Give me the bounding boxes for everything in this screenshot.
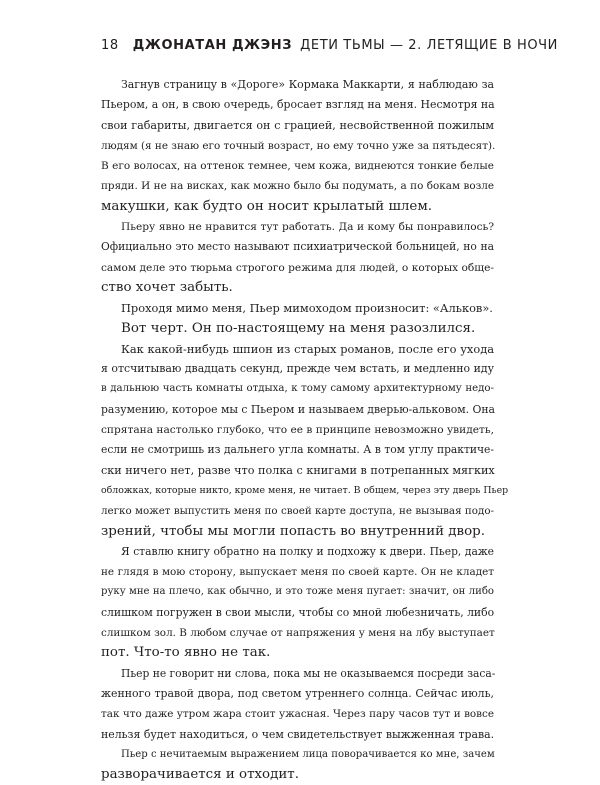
text-line: если не смотришь из дальнего угла комнаты. А в том углу практиче- bbox=[101, 443, 494, 457]
text-line: слишком зол. В любом случае от напряжения у меня на лбу выступает bbox=[101, 627, 495, 640]
text-line: женного травой двора, под светом утреннего солнца. Сейчас июль, bbox=[101, 686, 494, 700]
text-line: нельзя будет находиться, о чем свидетельствует выжженная трава. bbox=[101, 727, 495, 741]
text-line: Как какой-нибудь шпион из старых романов, после его ухода bbox=[121, 341, 494, 356]
text-line: разворачивается и отходит. bbox=[101, 767, 299, 783]
text-line: Пьером, а он, в свою очередь, бросает взгляд на меня. Несмотря на bbox=[101, 98, 495, 112]
text-line: самом деле это тюрьма строгого режима для людей, о которых обще- bbox=[101, 261, 494, 274]
text-line: Пьер с нечитаемым выражением лица поворачивается ко мне, зачем bbox=[121, 748, 495, 760]
text-line: Официально это место называют психиатрической больницей, но на bbox=[101, 240, 494, 254]
page-number: 18 bbox=[101, 38, 119, 53]
author-name: ДЖОНАТАН ДЖЭНЗ bbox=[132, 38, 293, 53]
text-line: в дальнюю часть комнаты отдыха, к тому самому архитектурному недо- bbox=[101, 383, 494, 395]
text-line: Пьеру явно не нравится тут работать. Да и кому бы понравилось? bbox=[121, 221, 494, 234]
text-line: В его волосах, на оттенок темнее, чем кожа, виднеются тонкие белые bbox=[101, 160, 494, 173]
text-line: ство хочет забыть. bbox=[101, 279, 233, 295]
text-line: слишком погружен в свои мысли, чтобы со мной любезничать, либо bbox=[101, 605, 495, 619]
text-line: Загнув страницу в «Дороге» Кормака Маккарти, я наблюдаю за bbox=[121, 78, 494, 91]
text-line: легко может выпустить меня по своей карте доступа, не вызывая подо- bbox=[101, 505, 494, 518]
text-line: пряди. И не на висках, как можно было бы подумать, а по бокам возле bbox=[101, 180, 494, 193]
text-line: макушки, как будто он носит крылатый шлем. bbox=[101, 198, 432, 214]
book-title: ДЕТИ ТЬМЫ — 2. ЛЕТЯЩИЕ В НОЧИ bbox=[300, 38, 558, 53]
text-line: разумению, которое мы с Пьером и называем дверью-альковом. Она bbox=[101, 402, 495, 416]
text-line: я отсчитываю двадцать секунд, прежде чем встать, и медленно иду bbox=[101, 362, 494, 376]
text-line: Пьер не говорит ни слова, пока мы не оказываемся посреди заса- bbox=[121, 666, 496, 680]
text-line: Проходя мимо меня, Пьер мимоходом произносит: «Альков». bbox=[121, 301, 493, 316]
text-line: зрений, чтобы мы могли попасть во внутренний двор. bbox=[101, 523, 485, 539]
text-line: Вот черт. Он по-настоящему на меня разозлился. bbox=[121, 320, 476, 336]
text-line: спрятана настолько глубоко, что ее в принципе невозможно увидеть, bbox=[101, 424, 494, 437]
text-line: свои габариты, двигается он с грацией, несвойственной пожилым bbox=[101, 118, 494, 132]
running-header bbox=[101, 38, 558, 58]
text-line: пот. Что-то явно не так. bbox=[101, 645, 271, 661]
text-line: Я ставлю книгу обратно на полку и подхожу к двери. Пьер, даже bbox=[121, 544, 494, 558]
text-line: ски ничего нет, разве что полка с книгами в потрепанных мягких bbox=[101, 463, 495, 477]
text-line: руку мне на плечо, как обычно, и это тоже меня пугает: значит, он либо bbox=[101, 586, 494, 598]
text-line: людям (я не знаю его точный возраст, но ему точно уже за пятьдесят). bbox=[101, 139, 496, 152]
body-text bbox=[101, 75, 509, 785]
text-line: не глядя в мою сторону, выпускает меня по своей карте. Он не кладет bbox=[101, 566, 494, 579]
text-line: обложках, которые никто, кроме меня, не читает. В общем, через эту дверь Пьер bbox=[101, 484, 509, 496]
text-line: так что даже утром жара стоит ужасная. Через пару часов тут и вовсе bbox=[101, 708, 494, 721]
